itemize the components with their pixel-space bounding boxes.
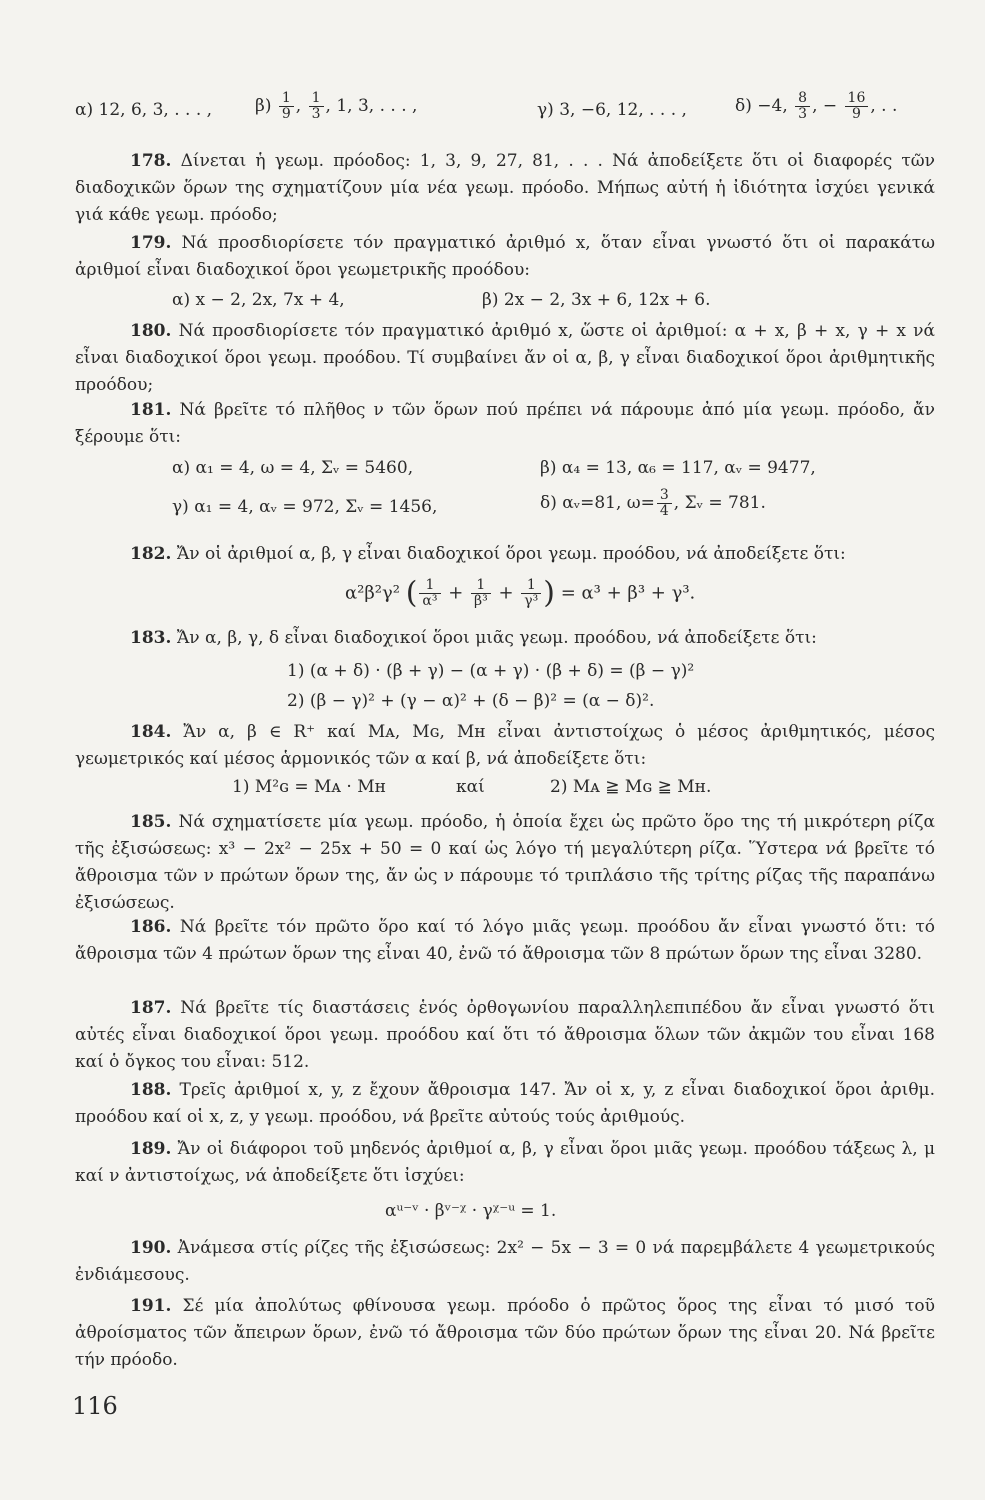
exercise-189: 189. Ἄν οἱ διάφοροι τοῦ μηδενός ἀριθμοί α, β, γ εἶναι ὅροι μιᾶς γεωμ. προόδου τάξεως λ, μ καί ν ἀντιστοίχως, νά ἀποδείξετε ὅτι ἰσχύει: <box>75 1139 935 1186</box>
exercise-186: 186. Νά βρεῖτε τόν πρῶτο ὅρο καί τό λόγο μιᾶς γεωμ. προόδου ἄν εἶναι γνωστό ὅτι: τό ἄθροισμα τῶν 4 πρώτων ὅρων της εἶναι 40, ἐνῶ τό ἄθροισμα τῶν 8 πρώτων ὅρων της εἶναι 3280. <box>75 917 935 964</box>
exercise-181-c: γ) α₁ = 4, αᵥ = 972, Σᵥ = 1456, <box>172 497 438 517</box>
exercise-181: 181. Νά βρεῖτε τό πλῆθος ν τῶν ὅρων πού πρέπει νά πάρουμε ἀπό μία γεωμ. πρόοδο, ἄν ξέρουμε ὅτι: <box>75 400 935 447</box>
exercise-184-e1: 1) M²ɢ = Mᴀ · Mʜ <box>232 777 386 797</box>
exercise-183-e1: 1) (α + δ) · (β + γ) − (α + γ) · (β + δ) = (β − γ)² <box>287 661 695 681</box>
exercise-188: 188. Τρεῖς ἀριθμοί x, y, z ἔχουν ἄθροισμα 147. Ἄν οἱ x, y, z εἶναι διαδοχικοί ὅροι ἀριθμ. προόδου καί οἱ x, z, y γεωμ. προόδου, νά βρεῖτε αὐτούς τούς ἀριθμούς. <box>75 1080 936 1127</box>
exercise-184-e2: 2) Mᴀ ≧ Mɢ ≧ Mʜ. <box>550 777 712 797</box>
exercise-184: 184. Ἄν α, β ∈ R⁺ καί Mᴀ, Mɢ, Mʜ εἶναι ἀντιστοίχως ὁ μέσος ἀριθμητικός, μέσος γεωμετρικός καί μέσος ἁρμονικός τῶν α καί β, νά ἀποδείξετε ὅτι: <box>75 722 936 769</box>
exercise-181-d: δ) αᵥ=81, ω= $\frac{3}{4}$ , Σᵥ = 781. <box>540 487 766 519</box>
frac: $\frac{1}{\text{β³}}$ <box>471 578 491 609</box>
exercise-179-b: β) 2x − 2, 3x + 6, 12x + 6. <box>482 290 711 310</box>
frac: $\frac{1}{9}$ <box>279 91 294 122</box>
seq-a: α) 12, 6, 3, . . . , <box>75 100 213 120</box>
exercise-181-a: α) α₁ = 4, ω = 4, Σᵥ = 5460, <box>172 458 414 478</box>
exercise-185: 185. Νά σχηματίσετε μία γεωμ. πρόοδο, ἡ ὁποία ἔχει ὡς πρῶτο ὅρο της τή μικρότερη ρίζα τῆς ἐξισώσεως: x³ − 2x² − 25x + 50 = 0 καί ὡς λόγο τή μεγαλύτερη ρίζα. Ὕστερα νά βρεῖτε τό ἄθροισμα τῶν ν πρώτων ὅρων της, ἄν ὡς ν πάρουμε τό τριπλάσιο τῆς τρίτης ρίζας τῆς παραπάνω ἐξισώσεως. <box>75 812 935 913</box>
exercise-183-e2: 2) (β − γ)² + (γ − α)² + (δ − β)² = (α − δ)². <box>287 691 655 711</box>
frac: $\frac{8}{3}$ <box>795 91 810 122</box>
exercise-178: 178. Δίνεται ἡ γεωμ. πρόοδος: 1, 3, 9, 27, 81, . . . Νά ἀποδείξετε ὅτι οἱ διαφορές τῶν διαδοχικῶν ὅρων της σχηματίζουν μία νέα γεωμ. πρόοδο. Μήπως αὐτή ἡ ἰδιότητα ἰσχύει γενικά γιά κάθε γεωμ. πρόοδο; <box>75 151 936 225</box>
exercise-181-b: β) α₄ = 13, α₆ = 117, αᵥ = 9477, <box>540 458 816 478</box>
exercise-191: 191. Σέ μία ἀπολύτως φθίνουσα γεωμ. πρόοδο ὁ πρῶτος ὅρος της εἶναι τό μισό τοῦ ἀθροίσματος τῶν ἄπειρων ὅρων, ἐνῶ τό ἄθροισμα τῶν δύο πρώτων ὅρων της εἶναι 20. Νά βρεῖτε τήν πρόοδο. <box>75 1296 935 1370</box>
exercise-179: 179. Νά προσδιορίσετε τόν πραγματικό ἀριθμό x, ὅταν εἶναι γνωστό ὅτι οἱ παρακάτω ἀριθμοί εἶναι διαδοχικοί ὅροι γεωμετρικῆς προόδου: <box>75 233 936 280</box>
exercise-187: 187. Νά βρεῖτε τίς διαστάσεις ἑνός ὀρθογωνίου παραλληλεπιπέδου ἄν εἶναι γνωστό ὅτι αὐτές εἶναι διαδοχικοί ὅροι γεωμ. προόδου καί ὅτι τό ἄθροισμα ὅλων τῶν ἀκμῶν του εἶναι 168 καί ὁ ὄγκος του εἶναι: 512. <box>75 998 935 1072</box>
frac: $\frac{1}{\text{α³}}$ <box>419 578 440 609</box>
seq-c: γ) 3, −6, 12, . . . , <box>537 100 687 120</box>
frac: $\frac{16}{9}$ <box>845 91 869 122</box>
exercise-183: 183. Ἄν α, β, γ, δ εἶναι διαδοχικοί ὅροι μιᾶς γεωμ. προόδου, νά ἀποδείξετε ὅτι: <box>130 628 817 648</box>
exercise-182-eq: α²β²γ² ( $\frac{1}{\text{α³}}$ + $\frac{1}{\text{β³}}$ + $\frac{1}{\text{γ³}}$ ) = α³ + β³ + γ³. <box>345 575 696 611</box>
page-number: 116 <box>72 1392 118 1420</box>
exercise-190: 190. Ἀνάμεσα στίς ρίζες τῆς ἐξισώσεως: 2x² − 5x − 3 = 0 νά παρεμβάλετε 4 γεωμετρικούς ἐνδιάμεσους. <box>75 1238 935 1285</box>
exercise-182: 182. Ἄν οἱ ἀριθμοί α, β, γ εἶναι διαδοχικοί ὅροι γεωμ. προόδου, νά ἀποδείξετε ὅτι: <box>130 544 846 564</box>
frac: $\frac{1}{\text{γ³}}$ <box>521 578 541 609</box>
exercise-180: 180. Νά προσδιορίσετε τόν πραγματικό ἀριθμό x, ὥστε οἱ ἀριθμοί: α + x, β + x, γ + x νά εἶναι διαδοχικοί ὅροι γεωμ. προόδου. Τί συμβαίνει ἄν οἱ α, β, γ εἶναι διαδοχικοί ὅροι ἀριθμητικῆς προόδου; <box>75 321 936 395</box>
frac: $\frac{3}{4}$ <box>657 488 672 519</box>
seq-d: δ) −4, $\frac{8}{3}$ , − $\frac{16}{9}$ , . . <box>735 90 898 122</box>
seq-b: β) $\frac{1}{9}$ , $\frac{1}{3}$ , 1, 3, . . . , <box>255 90 418 122</box>
exercise-184-and: καί <box>456 777 485 797</box>
exercise-189-eq: αᵘ⁻ᵛ · βᵛ⁻ᵡ · γᵡ⁻ᵘ = 1. <box>385 1201 557 1221</box>
exercise-179-a: α) x − 2, 2x, 7x + 4, <box>172 290 345 310</box>
frac: $\frac{1}{3}$ <box>309 91 324 122</box>
